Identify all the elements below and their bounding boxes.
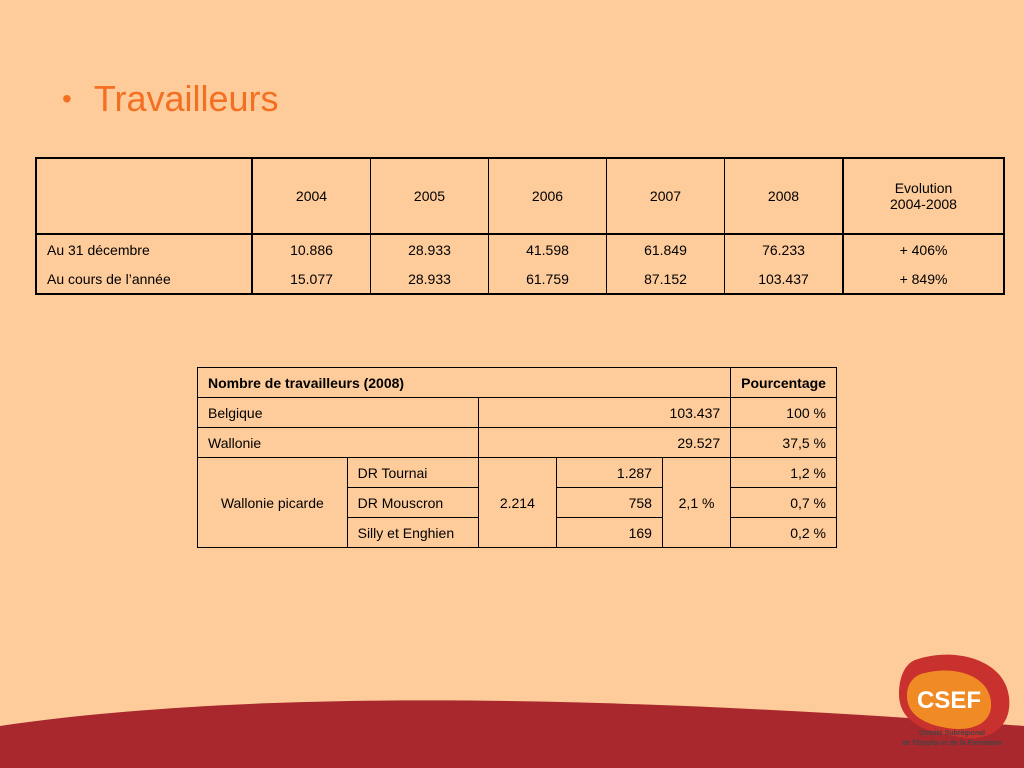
logo-text: CSEF — [916, 687, 982, 714]
table-row — [198, 458, 837, 488]
header-empty-cell — [36, 158, 252, 234]
cell-value: 28.933 — [371, 264, 489, 294]
header-year-2007: 2007 — [607, 158, 725, 234]
header-evolution — [843, 158, 1004, 234]
cell-value: 758 — [556, 488, 662, 518]
wave-shape — [0, 700, 1024, 768]
cell-percentage: 0,2 % — [731, 518, 837, 548]
logo-caption-line2: de l’Emploi et de la Formation — [902, 740, 1002, 747]
row-label: Wallonie — [198, 428, 479, 458]
table-row — [198, 428, 837, 458]
logo-caption-line1: Comité Subrégional — [918, 730, 986, 737]
header-evolution-line1: Evolution — [894, 180, 953, 196]
header-percentage: Pourcentage — [731, 368, 837, 398]
row-label: Au 31 décembre — [36, 234, 252, 264]
row-label: Au cours de l’année — [36, 264, 252, 294]
header-evolution-line2: 2004-2008 — [890, 196, 957, 212]
cell-value: 29.527 — [478, 428, 730, 458]
cell-percentage: 37,5 % — [731, 428, 837, 458]
sub-label: Silly et Enghien — [347, 518, 478, 548]
cell-value: 1.287 — [556, 458, 662, 488]
table-header-row — [198, 368, 837, 398]
logo-caption — [880, 729, 1024, 749]
cell-percentage: 100 % — [731, 398, 837, 428]
cell-value: 61.759 — [489, 264, 607, 294]
row-label: Wallonie picarde — [198, 458, 348, 548]
table-row — [36, 264, 1004, 294]
cell-value: 61.849 — [607, 234, 725, 264]
header-year-2008: 2008 — [725, 158, 844, 234]
cell-total: 2.214 — [478, 458, 556, 548]
bullet: • — [62, 83, 72, 114]
cell-value: 15.077 — [252, 264, 371, 294]
regional-workers-table — [197, 367, 837, 548]
slide-title — [62, 78, 279, 120]
header-count: Nombre de travailleurs (2008) — [198, 368, 731, 398]
cell-value: 103.437 — [478, 398, 730, 428]
cell-total-percentage: 2,1 % — [662, 458, 730, 548]
cell-evolution: + 406% — [843, 234, 1004, 264]
cell-value: 10.886 — [252, 234, 371, 264]
table-row — [198, 398, 837, 428]
footer-wave — [0, 648, 1024, 768]
table-header-row — [36, 158, 1004, 234]
row-label: Belgique — [198, 398, 479, 428]
cell-value: 28.933 — [371, 234, 489, 264]
sub-label: DR Tournai — [347, 458, 478, 488]
header-year-2005: 2005 — [371, 158, 489, 234]
cell-evolution: + 849% — [843, 264, 1004, 294]
table-row — [36, 234, 1004, 264]
cell-value: 103.437 — [725, 264, 844, 294]
cell-percentage: 0,7 % — [731, 488, 837, 518]
cell-value: 87.152 — [607, 264, 725, 294]
slide-title-text: Travailleurs — [93, 78, 279, 119]
yearly-workers-table — [35, 157, 1005, 295]
cell-percentage: 1,2 % — [731, 458, 837, 488]
header-year-2006: 2006 — [489, 158, 607, 234]
header-year-2004: 2004 — [252, 158, 371, 234]
sub-label: DR Mouscron — [347, 488, 478, 518]
cell-value: 41.598 — [489, 234, 607, 264]
cell-value: 76.233 — [725, 234, 844, 264]
cell-value: 169 — [556, 518, 662, 548]
